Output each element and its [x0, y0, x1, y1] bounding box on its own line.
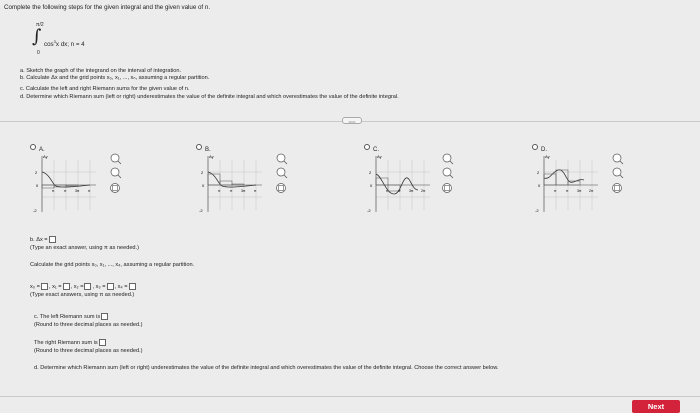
y-axis-arrow-label: Ay	[377, 154, 382, 159]
zoom-in-icon[interactable]	[613, 154, 623, 164]
right-sum-hint: (Round to three decimal places as needed.)	[34, 348, 143, 354]
right-sum-row	[34, 339, 107, 347]
step-d: d. Determine which Riemann sum (left or right) underestimates the value of the definite integral and which overestimates the value of the definite integral.	[20, 94, 399, 100]
footer-divider	[0, 396, 700, 397]
y-label-top: 2	[537, 170, 540, 175]
integral-sign: ∫	[32, 26, 42, 47]
step-b: b. Calculate Δx and the grid points x₀, x₁, ..., xₙ, assuming a regular partition.	[20, 75, 210, 81]
zoom-out-icon[interactable]	[277, 168, 287, 178]
option-b-graph	[198, 150, 268, 216]
y-label-bottom: -2	[199, 208, 203, 213]
x4-input[interactable]	[129, 283, 136, 290]
y-label-bottom: -2	[367, 208, 371, 213]
zoom-out-icon[interactable]	[443, 168, 453, 178]
x4-label: x₄ =	[117, 283, 128, 290]
upper-limit: π/2	[36, 22, 44, 28]
integrand: $\cos^3x$ dx; n = 4	[44, 39, 85, 49]
popout-icon[interactable]	[443, 184, 452, 193]
option-d-radio[interactable]	[532, 144, 538, 150]
part-d-text: d. Determine which Riemann sum (left or right) underestimates the value of the definite integral and which overestimates the value of the definite integral. Choose the correct answer below.	[34, 365, 499, 371]
y-axis-arrow-label: Ay	[209, 154, 214, 159]
left-sum-hint: (Round to three decimal places as needed.)	[34, 322, 143, 328]
y-axis-arrow-label: Ay	[43, 154, 48, 159]
delta-x-label: b. Δx =	[30, 236, 48, 243]
x-tick-label: 3π	[577, 189, 582, 193]
collapse-handle[interactable]: •••••	[342, 117, 362, 124]
y-label-bottom: -2	[33, 208, 37, 213]
next-button[interactable]: Next	[632, 400, 680, 413]
delta-x-hint: (Type an exact answer, using π as needed.)	[30, 245, 139, 251]
left-sum-input[interactable]	[101, 313, 108, 320]
option-c-radio[interactable]	[364, 144, 370, 150]
x-tick-label: π	[218, 189, 221, 193]
lower-limit: 0	[37, 50, 40, 56]
x1-label: x₁ =	[52, 283, 62, 290]
option-c-graph	[366, 150, 436, 216]
zoom-in-icon[interactable]	[443, 154, 453, 164]
grid-points-hint: (Type exact answers, using π as needed.)	[30, 292, 135, 298]
left-sum-row	[34, 313, 109, 321]
popout-icon[interactable]	[613, 184, 622, 193]
x2-label: x₂ =	[73, 283, 84, 290]
y-label-top: 2	[35, 170, 38, 175]
x-tick-label: π	[254, 189, 257, 193]
x-tick-label: π	[398, 189, 401, 193]
y-label-top: 2	[201, 170, 204, 175]
x-tick-label: 3π	[75, 189, 80, 193]
x0-input[interactable]	[41, 283, 48, 290]
x-tick-label: π	[88, 189, 91, 193]
x-tick-label: π	[566, 189, 569, 193]
x3-input[interactable]	[107, 283, 114, 290]
y-label-zero: 0	[36, 183, 39, 188]
x-tick-label: π	[64, 189, 67, 193]
integrand-curve	[544, 170, 584, 183]
option-c-tools	[442, 152, 454, 199]
option-d-label: D.	[541, 147, 547, 153]
integral-expression	[28, 22, 148, 58]
option-a-label: A.	[39, 147, 45, 153]
x0-label: x₀ =	[30, 283, 40, 290]
right-sum-input[interactable]	[99, 339, 106, 346]
y-label-top: 2	[369, 170, 372, 175]
x-tick-label: 3π	[241, 189, 246, 193]
grid-points-text: Calculate the grid points x₀, x₁, ..., x₄, assuming a regular partition.	[30, 262, 195, 268]
zoom-in-icon[interactable]	[277, 154, 287, 164]
x1-input[interactable]	[63, 283, 70, 290]
y-axis-arrow-label: Ay	[545, 154, 550, 159]
step-c: c. Calculate the left and right Riemann sums for the given value of n.	[20, 86, 190, 92]
delta-x-row	[30, 236, 57, 244]
zoom-out-icon[interactable]	[111, 168, 121, 178]
left-sum-label: c. The left Riemann sum is	[34, 313, 101, 320]
option-a-radio[interactable]	[30, 144, 36, 150]
x-tick-label: 2π	[421, 189, 426, 193]
step-a: a. Sketch the graph of the integrand on the interval of integration.	[20, 68, 182, 74]
x2-input[interactable]	[84, 283, 91, 290]
y-label-bottom: -2	[535, 208, 539, 213]
option-b-label: B.	[205, 147, 211, 153]
x-tick-label: 3π	[409, 189, 414, 193]
right-sum-label: The right Riemann sum is	[34, 339, 98, 346]
instruction-text: Complete the following steps for the given integral and the given value of n.	[4, 4, 211, 11]
y-label-zero: 0	[370, 183, 373, 188]
grid-points-row: x₀ = , x₁ = , x₂ = , x₃ = , x₄ =	[30, 283, 137, 291]
option-b-radio[interactable]	[196, 144, 202, 150]
x3-label: x₃ =	[95, 283, 106, 290]
delta-x-input[interactable]	[49, 236, 56, 243]
option-c-label: C.	[373, 147, 379, 153]
option-a-tools	[110, 152, 122, 199]
zoom-out-icon[interactable]	[613, 168, 623, 178]
x-tick-label: π	[554, 189, 557, 193]
x-tick-label: π	[386, 189, 389, 193]
zoom-in-icon[interactable]	[111, 154, 121, 164]
x-tick-label: π	[52, 189, 55, 193]
option-b-tools	[276, 152, 288, 199]
y-label-zero: 0	[202, 183, 205, 188]
popout-icon[interactable]	[111, 184, 120, 193]
option-a-graph	[32, 150, 102, 216]
popout-icon[interactable]	[277, 184, 286, 193]
x-tick-label: π	[230, 189, 233, 193]
option-d-tools	[612, 152, 624, 199]
y-label-zero: 0	[538, 183, 541, 188]
x-tick-label: 2π	[589, 189, 594, 193]
option-d-graph	[534, 150, 604, 216]
